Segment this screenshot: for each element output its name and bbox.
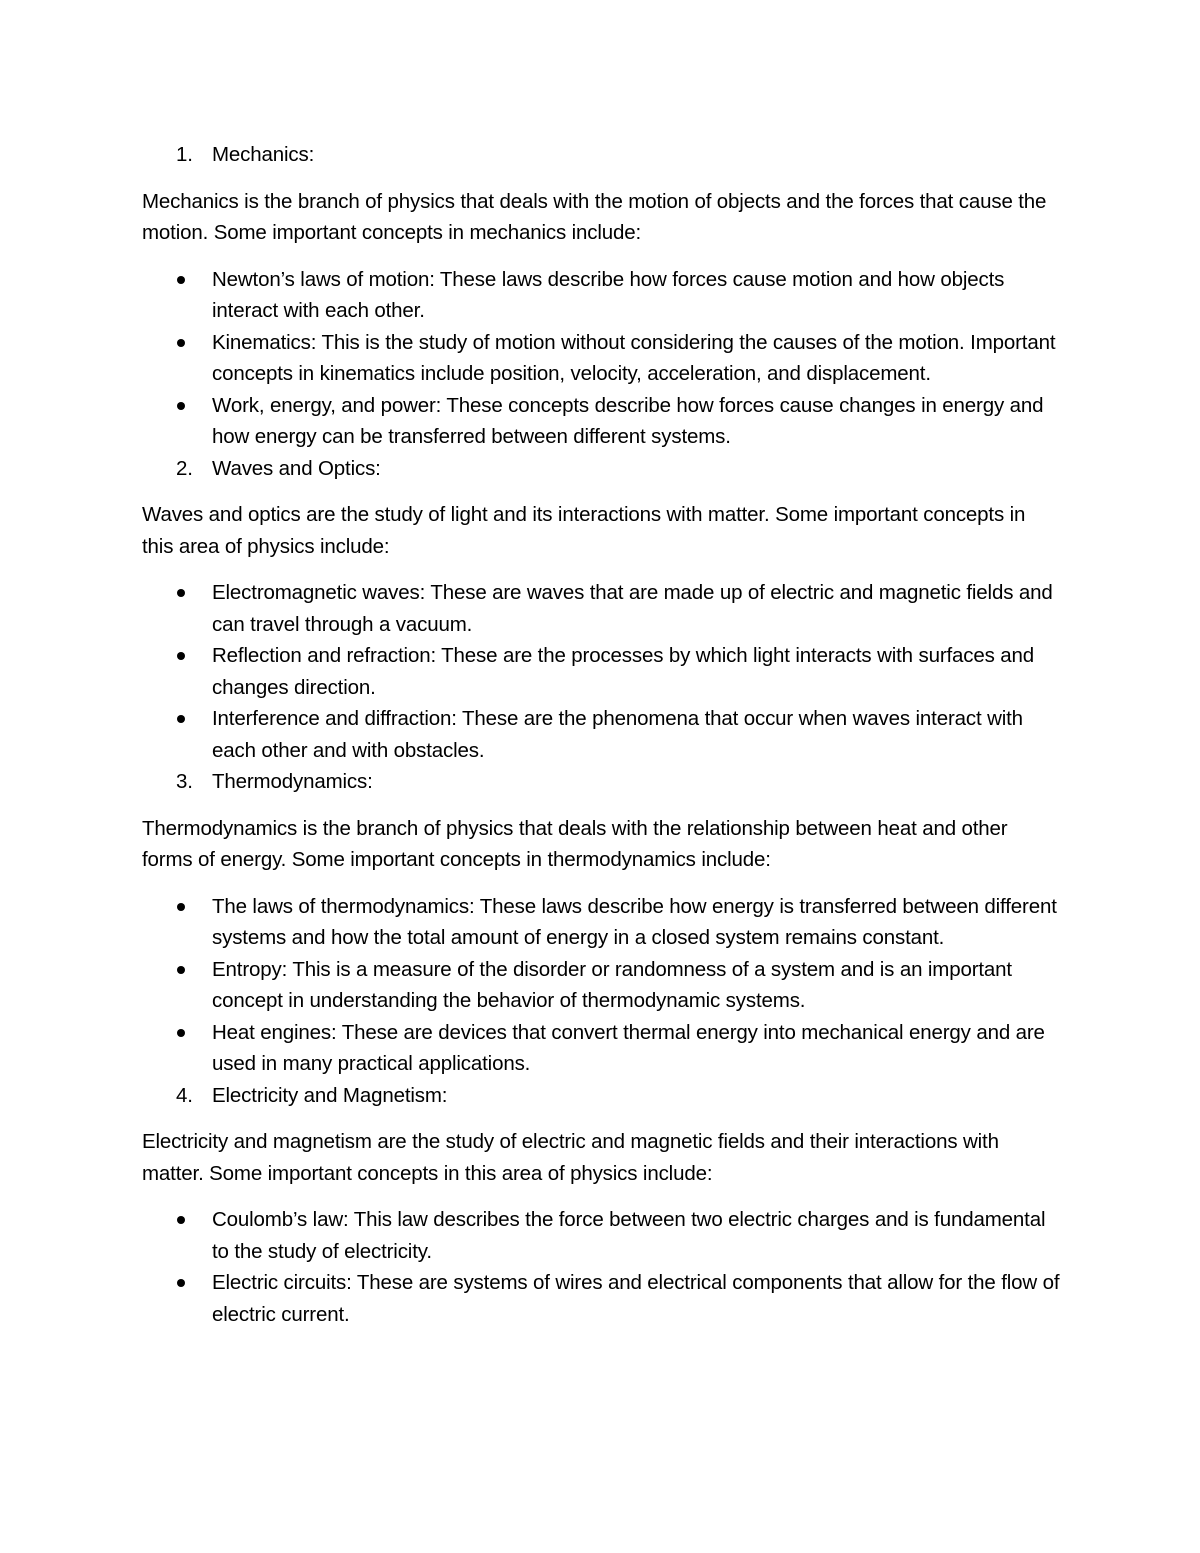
section-heading [142, 453, 1062, 485]
section-electricity-magnetism [142, 1080, 1062, 1331]
bullet-icon [177, 715, 185, 723]
bullet-list [142, 264, 1062, 453]
section-number: 2. [176, 456, 193, 480]
bullet-text: The laws of thermodynamics: These laws describe how energy is transferred between different systems and how the total amount of energy in a closed system remains constant. [212, 894, 1057, 949]
bullet-icon [177, 339, 185, 347]
bullet-text: Reflection and refraction: These are the processes by which light interacts with surfaces and changes direction. [212, 644, 1035, 699]
section-waves-optics [142, 453, 1062, 767]
bullet-list [142, 891, 1062, 1080]
bullet-item [142, 390, 1062, 453]
bullet-text: Interference and diffraction: These are the phenomena that occur when waves interact with each other and with obstacles. [212, 707, 1023, 762]
bullet-icon [177, 276, 185, 284]
bullet-icon [177, 1279, 185, 1287]
bullet-item [142, 954, 1062, 1017]
section-thermodynamics [142, 766, 1062, 1080]
bullet-list [142, 577, 1062, 766]
bullet-text: Newton’s laws of motion: These laws describe how forces cause motion and how objects interact with each other. [212, 267, 1005, 322]
bullet-list [142, 1204, 1062, 1330]
bullet-icon [177, 589, 185, 597]
section-heading [142, 766, 1062, 798]
bullet-icon [177, 966, 185, 974]
document-body [142, 139, 1062, 1330]
bullet-item [142, 1204, 1062, 1267]
bullet-text: Electric circuits: These are systems of wires and electrical components that allow for the flow of electric current. [212, 1271, 1060, 1326]
section-number: 4. [176, 1083, 193, 1107]
section-heading [142, 1080, 1062, 1112]
bullet-text: Entropy: This is a measure of the disorder or randomness of a system and is an important concept in understanding the behavior of thermodynamic systems. [212, 957, 1012, 1012]
section-intro: Mechanics is the branch of physics that deals with the motion of objects and the forces that cause the motion. Some important concepts in mechanics include: [142, 189, 1047, 244]
bullet-item [142, 703, 1062, 766]
section-number: 1. [176, 143, 193, 166]
section-number: 3. [176, 770, 193, 793]
bullet-text: Kinematics: This is the study of motion without considering the causes of the motion. Important concepts in kinematics include position, velocity, acceleration, and displacement. [212, 330, 1056, 385]
bullet-item [142, 577, 1062, 640]
bullet-item [142, 264, 1062, 327]
bullet-item [142, 327, 1062, 390]
bullet-item [142, 1267, 1062, 1330]
section-intro: Electricity and magnetism are the study of electric and magnetic fields and their interactions with matter. Some important concepts in this area of physics include: [142, 1130, 999, 1185]
section-intro: Thermodynamics is the branch of physics that deals with the relationship between heat and other forms of energy. Some important concepts in thermodynamics include: [142, 816, 1008, 871]
section-title: Mechanics: [212, 143, 315, 166]
bullet-icon [177, 1029, 185, 1037]
section-intro: Waves and optics are the study of light and its interactions with matter. Some important concepts in this area of physics include: [142, 503, 1026, 558]
bullet-item [142, 640, 1062, 703]
bullet-item [142, 891, 1062, 954]
section-heading [142, 139, 1062, 171]
section-title: Waves and Optics: [212, 456, 381, 480]
bullet-text: Coulomb’s law: This law describes the force between two electric charges and is fundamental to the study of electricity. [212, 1208, 1046, 1263]
bullet-text: Electromagnetic waves: These are waves that are made up of electric and magnetic fields and can travel through a vacuum. [212, 581, 1053, 636]
section-mechanics [142, 139, 1062, 453]
bullet-icon [177, 652, 185, 660]
bullet-text: Heat engines: These are devices that convert thermal energy into mechanical energy and are used in many practical applications. [212, 1020, 1045, 1075]
bullet-text: Work, energy, and power: These concepts describe how forces cause changes in energy and how energy can be transferred between different systems. [212, 393, 1044, 448]
bullet-icon [177, 402, 185, 410]
bullet-item [142, 1017, 1062, 1080]
bullet-icon [177, 1216, 185, 1224]
section-title: Thermodynamics: [212, 770, 373, 793]
section-title: Electricity and Magnetism: [212, 1083, 448, 1107]
bullet-icon [177, 903, 185, 911]
